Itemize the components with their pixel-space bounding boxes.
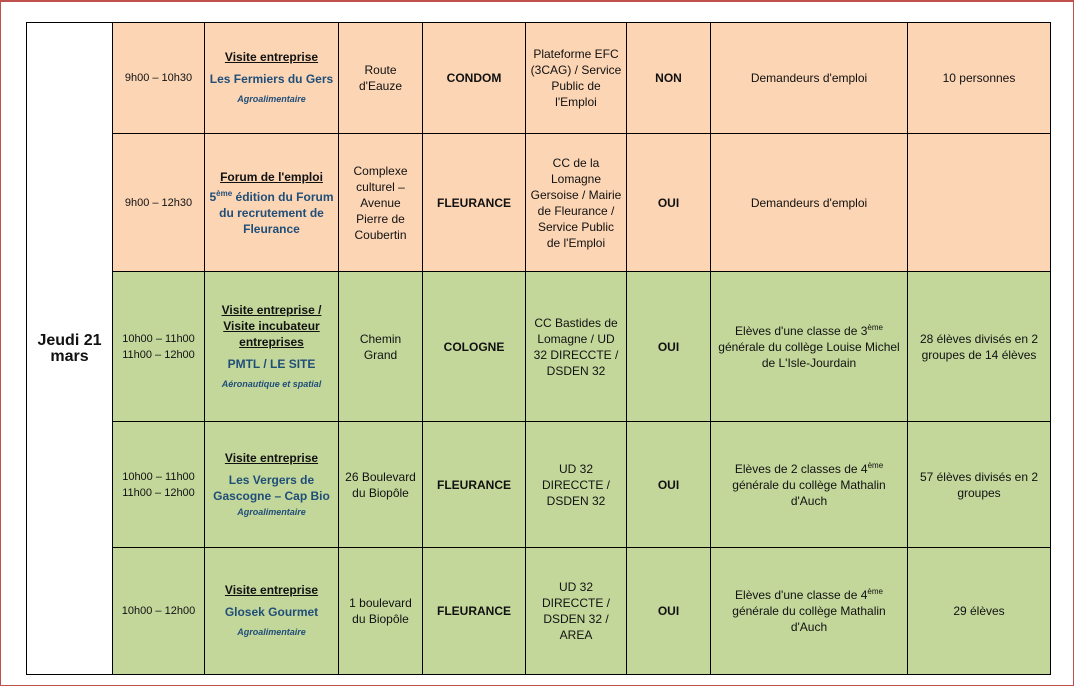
time-slot: 10h00 – 12h00 <box>121 605 196 617</box>
public-text-end: générale du collège Mathalin d'Auch <box>732 477 886 508</box>
organizer-cell: UD 32 DIRECCTE / DSDEN 32 / AREA <box>526 548 627 675</box>
address-cell: Complexe culturel – Avenue Pierre de Coubertin <box>339 134 423 272</box>
table-row <box>27 23 1051 134</box>
city-cell: CONDOM <box>423 23 526 134</box>
count-cell: 57 élèves divisés en 2 groupes <box>908 422 1051 548</box>
public-cell: Demandeurs d'emploi <box>711 23 908 134</box>
company-name <box>209 189 334 237</box>
day-cell: Jeudi 21 mars <box>27 23 113 675</box>
time-cell <box>113 422 205 548</box>
sector-label: Agroalimentaire <box>237 506 306 517</box>
city-cell: FLEURANCE <box>423 134 526 272</box>
yesno-cell: NON <box>627 23 711 134</box>
public-text-start: Elèves d'une classe de 3 <box>735 323 868 338</box>
yesno-cell: OUI <box>627 272 711 422</box>
event-type: Visite entreprise <box>224 50 319 64</box>
time-cell <box>113 23 205 134</box>
organizer-cell: UD 32 DIRECCTE / DSDEN 32 <box>526 422 627 548</box>
organizer-cell: CC de la Lomagne Gersoise / Mairie de Fleurance / Service Public de l'Emploi <box>526 134 627 272</box>
edition-number: 5 <box>209 189 217 204</box>
time-slot: 10h00 – 11h00 <box>122 332 195 345</box>
count-cell: 10 personnes <box>908 23 1051 134</box>
time-cell <box>113 272 205 422</box>
address-cell: Chemin Grand <box>339 272 423 422</box>
organizer-cell: Plateforme EFC (3CAG) / Service Public de l'Emploi <box>526 23 627 134</box>
count-cell: 28 élèves divisés en 2 groupes de 14 élèves <box>908 272 1051 422</box>
yesno-cell: OUI <box>627 422 711 548</box>
event-type: Visite entreprise <box>224 450 319 465</box>
edition-suffix: ème <box>216 188 233 198</box>
grade-suffix: ème <box>867 587 883 596</box>
event-type: Visite entreprise <box>224 583 319 597</box>
time-slot: 9h00 – 12h30 <box>124 196 193 209</box>
time-slot: 9h00 – 10h30 <box>124 72 193 84</box>
address-cell: 26 Boulevard du Biopôle <box>339 422 423 548</box>
address-cell: 1 boulevard du Biopôle <box>339 548 423 675</box>
table-row <box>27 422 1051 548</box>
event-type: Visite entreprise / Visite incubateur entreprises <box>221 302 322 349</box>
public-text-start: Elèves d'une classe de 4 <box>735 588 868 602</box>
company-name: Les Vergers de Gascogne – Cap Bio <box>213 472 330 503</box>
company-name: PMTL / LE SITE <box>227 356 316 371</box>
company-name: Les Fermiers du Gers <box>209 72 334 86</box>
count-cell <box>908 134 1051 272</box>
public-cell <box>711 272 908 422</box>
edition-text: édition du Forum du recrutement de Fleurance <box>219 189 334 236</box>
table-row <box>27 548 1051 675</box>
public-text-end: générale du collège Mathalin d'Auch <box>732 604 886 634</box>
public-text-end: générale du collège Louise Michel de L'Isle-Jourdain <box>718 339 900 370</box>
event-cell <box>205 548 339 675</box>
event-cell <box>205 272 339 422</box>
yesno-cell: OUI <box>627 548 711 675</box>
public-cell: Demandeurs d'emploi <box>711 134 908 272</box>
time-slot: 11h00 – 12h00 <box>122 348 195 361</box>
time-cell <box>113 548 205 675</box>
company-name: Glosek Gourmet <box>224 605 319 619</box>
event-type: Forum de l'emploi <box>220 169 323 184</box>
time-cell <box>113 134 205 272</box>
yesno-cell: OUI <box>627 134 711 272</box>
event-cell <box>205 134 339 272</box>
event-cell <box>205 23 339 134</box>
event-cell <box>205 422 339 548</box>
grade-suffix: ème <box>867 322 883 332</box>
time-slot: 10h00 – 11h00 <box>122 470 195 483</box>
public-text-start: Elèves de 2 classes de 4 <box>734 461 868 476</box>
count-cell: 29 élèves <box>908 548 1051 675</box>
city-cell: FLEURANCE <box>423 422 526 548</box>
city-cell: COLOGNE <box>423 272 526 422</box>
public-cell <box>711 422 908 548</box>
time-slot: 11h00 – 12h00 <box>122 486 195 499</box>
table-row <box>27 134 1051 272</box>
sector-label: Agroalimentaire <box>237 627 306 637</box>
grade-suffix: ème <box>867 460 884 470</box>
city-cell: FLEURANCE <box>423 548 526 675</box>
public-cell <box>711 548 908 675</box>
address-cell: Route d'Eauze <box>339 23 423 134</box>
sector-label: Agroalimentaire <box>237 94 306 104</box>
organizer-cell: CC Bastides de Lomagne / UD 32 DIRECCTE / DSDEN 32 <box>526 272 627 422</box>
table-row <box>27 272 1051 422</box>
sector-label: Aéronautique et spatial <box>221 378 322 389</box>
events-table <box>26 22 1051 675</box>
